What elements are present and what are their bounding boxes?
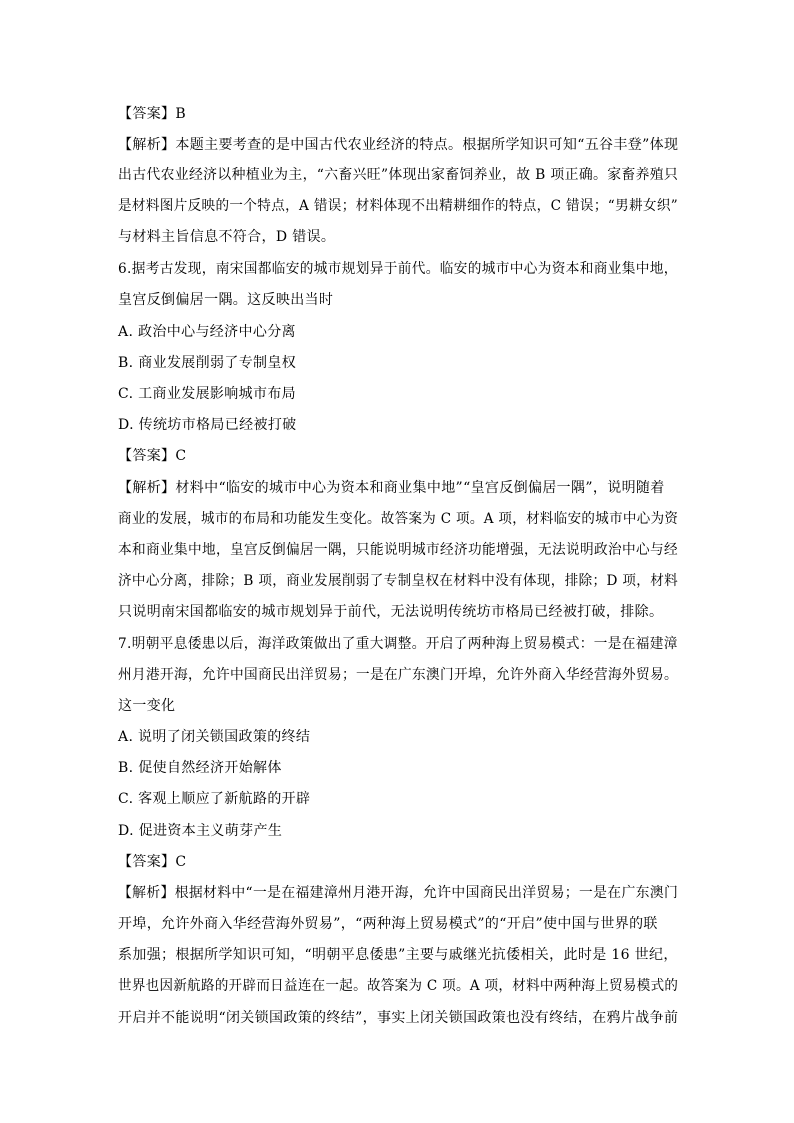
analysis-line: 与材料主旨信息不符合，D 错误。 [118, 229, 336, 245]
question-6-stem: 皇宫反倒偏居一隅。这反映出当时 [118, 292, 334, 308]
analysis-line: 开埠，允许外商入华经营海外贸易”，“两种海上贸易模式”的“开启”使中国与世界的联 [118, 916, 658, 932]
option-b: B. 商业发展削弱了专制皇权 [118, 355, 297, 371]
analysis-line: 出古代农业经济以种植业为主，“六畜兴旺”体现出家畜饲养业，故 B 项正确。家畜养殖只 [118, 167, 679, 183]
answer-label-7: 【答案】C [118, 854, 187, 870]
analysis-line: 是材料图片反映的一个特点，A 错误；材料体现不出精耕细作的特点，C 错误；“男耕女织” [118, 198, 679, 214]
analysis-line: 【解析】根据材料中“一是在福建漳州月港开海，允许中国商民出洋贸易；一是在广东澳门 [118, 885, 679, 901]
question-6-stem: 6.据考古发现，南宋国都临安的城市规划异于前代。临安的城市中心为资本和商业集中地， [118, 261, 678, 277]
option-b: B. 促使自然经济开始解体 [118, 760, 282, 776]
analysis-line: 济中心分离，排除；B 项，商业发展削弱了专制皇权在材料中没有体现，排除；D 项，材料 [118, 573, 679, 589]
analysis-line: 商业的发展，城市的布局和功能发生变化。故答案为 C 项。A 项，材料临安的城市中心为资 [118, 511, 679, 527]
analysis-line: 世界也因新航路的开辟而日益连在一起。故答案为 C 项。A 项，材料中两种海上贸易模式的 [118, 978, 679, 994]
question-7-stem: 7.明朝平息倭患以后，海洋政策做出了重大调整。开启了两种海上贸易模式：一是在福建漳 [118, 636, 678, 652]
question-7-stem: 这一变化 [118, 698, 176, 714]
analysis-line: 【解析】材料中“临安的城市中心为资本和商业集中地”“皇宫反倒偏居一隅”，说明随着 [118, 480, 665, 496]
analysis-line: 本和商业集中地，皇宫反倒偏居一隅，只能说明城市经济功能增强，无法说明政治中心与经 [118, 542, 678, 558]
analysis-line: 开启并不能说明“闭关锁国政策的终结”，事实上闭关锁国政策也没有终结，在鸦片战争前 [118, 1010, 679, 1026]
option-a: A. 说明了闭关锁国政策的终结 [118, 729, 311, 745]
option-d: D. 传统坊市格局已经被打破 [118, 417, 297, 433]
analysis-line: 【解析】本题主要考查的是中国古代农业经济的特点。根据所学知识可知“五谷丰登”体现 [118, 137, 679, 153]
option-d: D. 促进资本主义萌芽产生 [118, 823, 283, 839]
analysis-line: 系加强；根据所学知识可知，“明朝平息倭患”主要与戚继光抗倭相关，此时是 16 世纪， [118, 947, 678, 963]
option-c: C. 工商业发展影响城市布局 [118, 386, 297, 402]
question-7-stem: 州月港开海，允许中国商民出洋贸易；一是在广东澳门开埠，允许外商入华经营海外贸易。 [118, 667, 678, 683]
option-a: A. 政治中心与经济中心分离 [118, 324, 296, 340]
answer-label-5: 【答案】B [118, 106, 187, 122]
analysis-line: 只说明南宋国都临安的城市规划异于前代，无法说明传统坊市格局已经被打破，排除。 [118, 604, 664, 620]
answer-label-6: 【答案】C [118, 448, 187, 464]
option-c: C. 客观上顺应了新航路的开辟 [118, 791, 311, 807]
